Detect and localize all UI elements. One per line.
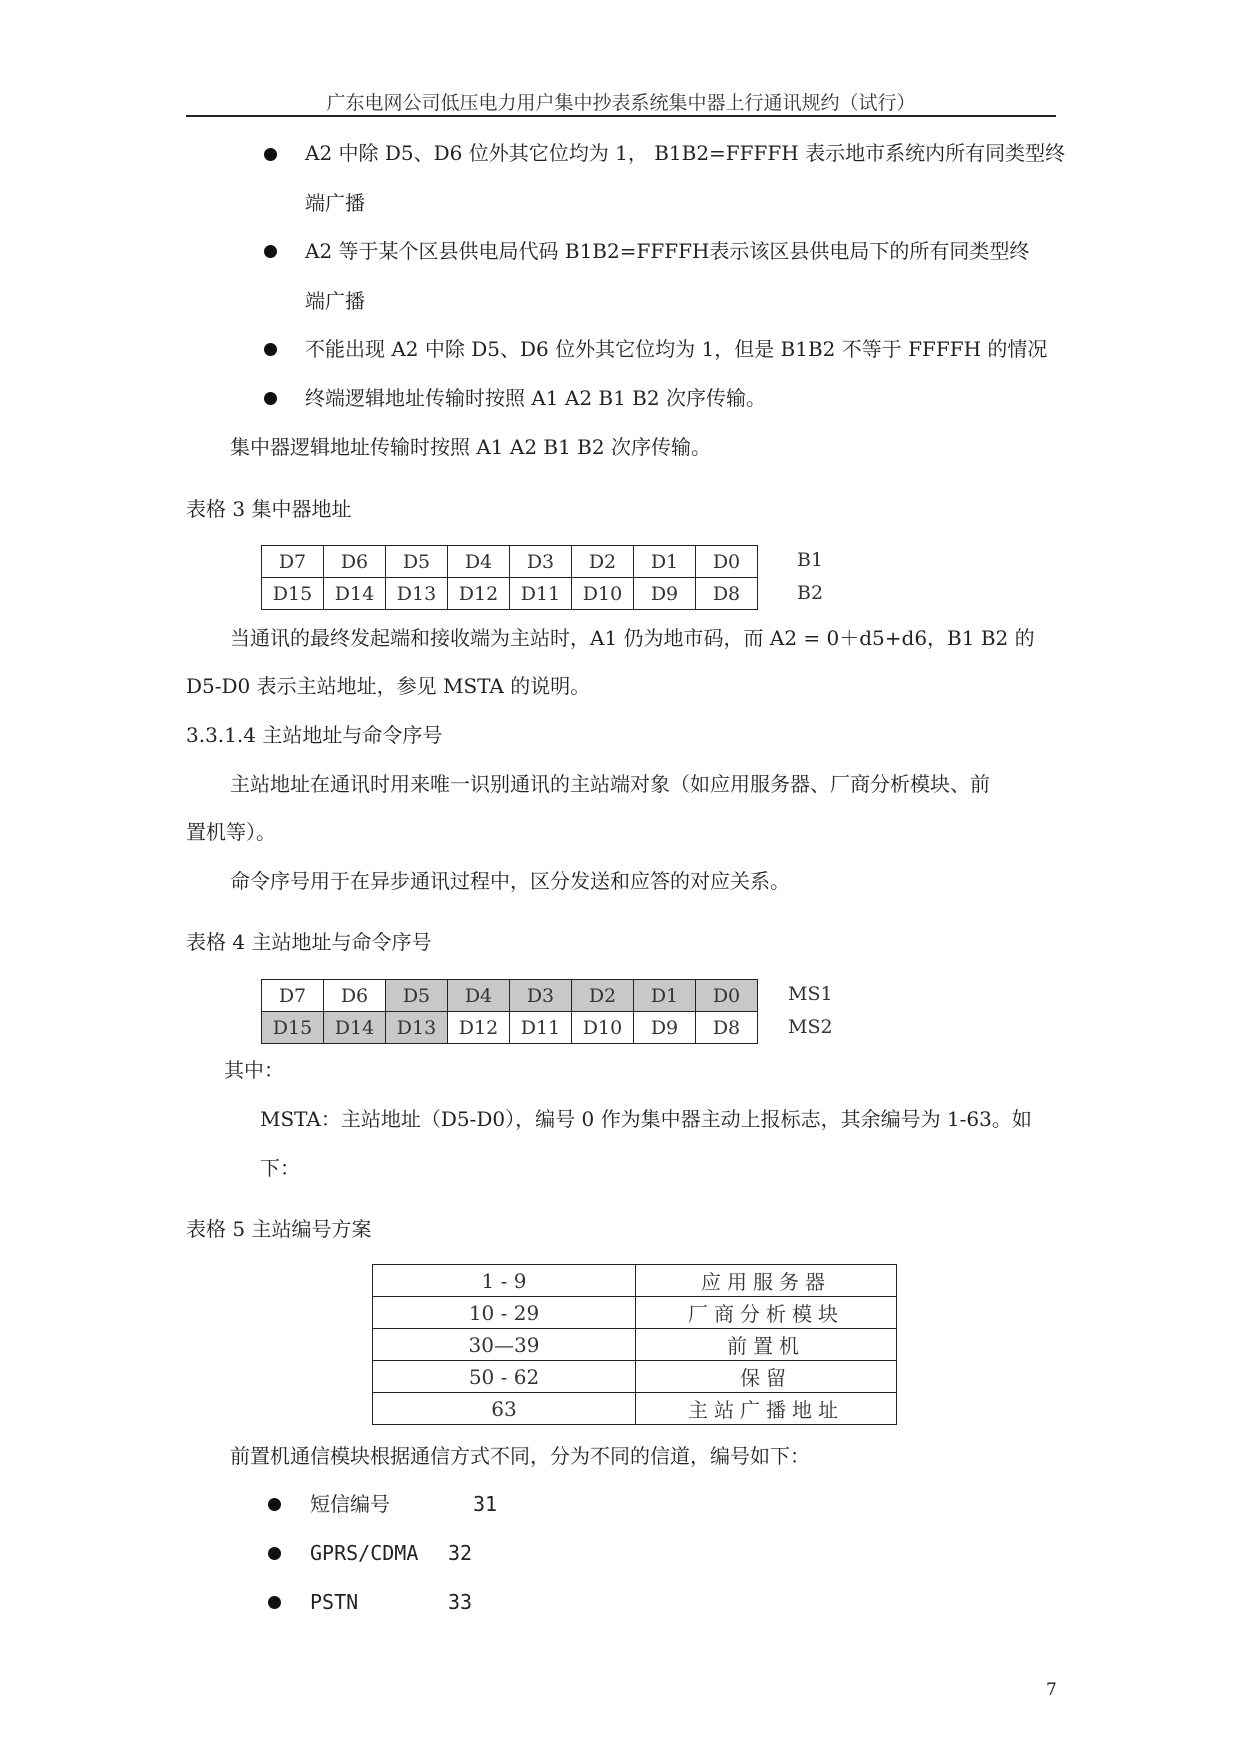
- table-row: [373, 1297, 897, 1329]
- table-row: [262, 546, 758, 578]
- row-label-ms2: MS2: [788, 1016, 833, 1038]
- bit-cell: D12: [448, 1012, 510, 1044]
- bullet-dot: [264, 343, 277, 356]
- table-row: [262, 1012, 758, 1044]
- range-cell: 30—39: [373, 1329, 636, 1361]
- bullet-dot: [268, 1498, 281, 1511]
- master-address-table: [261, 979, 758, 1044]
- bit-cell: D7: [262, 980, 324, 1012]
- msta-description: MSTA：主站地址（D5-D0），编号 0 作为集中器主动上报标志，其余编号为 1-63。如: [260, 1107, 1032, 1131]
- bit-cell: D13: [386, 578, 448, 610]
- channel-code: 33: [448, 1590, 473, 1614]
- bit-cell: D15: [262, 578, 324, 610]
- table-row: [373, 1393, 897, 1425]
- bit-cell-msta: D0: [696, 980, 758, 1012]
- range-cell: 50 - 62: [373, 1361, 636, 1393]
- bullet-text: 不能出现 A2 中除 D5、D6 位外其它位均为 1，但是 B1B2 不等于 FFFFH 的情况: [305, 337, 1048, 361]
- bit-cell: D11: [510, 578, 572, 610]
- table-row: [262, 980, 758, 1012]
- range-cell: 63: [373, 1393, 636, 1425]
- bullet-dot: [264, 392, 277, 405]
- bullet-dot: [268, 1547, 281, 1560]
- bullet-text-cont: 端广播: [305, 289, 365, 313]
- paragraph: 命令序号用于在异步通讯过程中，区分发送和应答的对应关系。: [230, 869, 790, 893]
- bit-cell: D10: [572, 578, 634, 610]
- bit-cell-msta: D1: [634, 980, 696, 1012]
- bit-cell-msta: D4: [448, 980, 510, 1012]
- bullet-text-cont: 端广播: [305, 191, 365, 215]
- bit-cell-shaded: D15: [262, 1012, 324, 1044]
- bit-cell: D2: [572, 546, 634, 578]
- bullet-text: A2 中除 D5、D6 位外其它位均为 1， B1B2=FFFFH 表示地市系统内所有同类型终: [305, 141, 1066, 165]
- role-cell: 保留: [636, 1361, 897, 1393]
- bit-cell: D7: [262, 546, 324, 578]
- master-numbering-table: [372, 1264, 897, 1425]
- paragraph-cont: 置机等）。: [186, 820, 276, 844]
- bit-cell-msta: D5: [386, 980, 448, 1012]
- paragraph: 主站地址在通讯时用来唯一识别通讯的主站端对象（如应用服务器、厂商分析模块、前: [230, 772, 990, 796]
- bit-cell: D11: [510, 1012, 572, 1044]
- table-caption: 表格 4 主站地址与命令序号: [186, 930, 432, 954]
- channel-name: PSTN: [310, 1590, 359, 1614]
- channel-code: 31: [473, 1492, 498, 1516]
- bit-cell-msta: D2: [572, 980, 634, 1012]
- bullet-dot: [264, 245, 277, 258]
- bit-cell: D9: [634, 1012, 696, 1044]
- table-row: [262, 578, 758, 610]
- bullet-text: A2 等于某个区县供电局代码 B1B2=FFFFH表示该区县供电局下的所有同类型终: [305, 239, 1030, 263]
- bit-cell: D3: [510, 546, 572, 578]
- range-cell: 10 - 29: [373, 1297, 636, 1329]
- bit-cell: D6: [324, 980, 386, 1012]
- header-rule: [186, 115, 1056, 117]
- bit-cell: D4: [448, 546, 510, 578]
- page-number: 7: [1046, 1680, 1057, 1700]
- bit-cell: D6: [324, 546, 386, 578]
- paragraph-cont: D5-D0 表示主站地址，参见 MSTA 的说明。: [186, 674, 591, 698]
- table-caption: 表格 3 集中器地址: [186, 497, 352, 521]
- range-cell: 1 - 9: [373, 1265, 636, 1297]
- bit-cell: D14: [324, 578, 386, 610]
- section-heading: 3.3.1.4 主站地址与命令序号: [186, 723, 443, 747]
- table-caption: 表格 5 主站编号方案: [186, 1217, 372, 1241]
- table-row: [373, 1265, 897, 1297]
- bit-cell: D1: [634, 546, 696, 578]
- channel-name: 短信编号: [310, 1492, 390, 1516]
- bullet-dot: [268, 1596, 281, 1609]
- where-label: 其中：: [224, 1058, 284, 1082]
- bit-cell-shaded: D13: [386, 1012, 448, 1044]
- row-label-ms1: MS1: [788, 983, 833, 1005]
- bit-cell: D8: [696, 1012, 758, 1044]
- msta-description-cont: 下：: [260, 1156, 300, 1180]
- page-header: 广东电网公司低压电力用户集中抄表系统集中器上行通讯规约（试行）: [326, 92, 916, 114]
- role-cell: 应用服务器: [636, 1265, 897, 1297]
- bit-cell: D8: [696, 578, 758, 610]
- bit-cell: D9: [634, 578, 696, 610]
- bullet-text: 终端逻辑地址传输时按照 A1 A2 B1 B2 次序传输。: [305, 386, 766, 410]
- role-cell: 主站广播地址: [636, 1393, 897, 1425]
- role-cell: 厂商分析模块: [636, 1297, 897, 1329]
- channel-code: 32: [448, 1541, 473, 1565]
- bit-cell: D5: [386, 546, 448, 578]
- table-row: [373, 1361, 897, 1393]
- bit-cell: D10: [572, 1012, 634, 1044]
- bit-cell: D12: [448, 578, 510, 610]
- bit-cell-shaded: D14: [324, 1012, 386, 1044]
- channel-name: GPRS/CDMA: [310, 1541, 419, 1565]
- role-cell: 前置机: [636, 1329, 897, 1361]
- paragraph: 当通讯的最终发起端和接收端为主站时，A1 仍为地市码，而 A2 = 0＋d5+d6，B1 B2 的: [230, 626, 1035, 650]
- paragraph: 前置机通信模块根据通信方式不同，分为不同的信道，编号如下：: [230, 1444, 810, 1468]
- row-label-b1: B1: [797, 549, 824, 571]
- concentrator-address-table: [261, 545, 758, 610]
- row-label-b2: B2: [797, 582, 824, 604]
- bit-cell: D0: [696, 546, 758, 578]
- paragraph: 集中器逻辑地址传输时按照 A1 A2 B1 B2 次序传输。: [230, 435, 711, 459]
- bullet-dot: [264, 148, 277, 161]
- bit-cell-msta: D3: [510, 980, 572, 1012]
- table-row: [373, 1329, 897, 1361]
